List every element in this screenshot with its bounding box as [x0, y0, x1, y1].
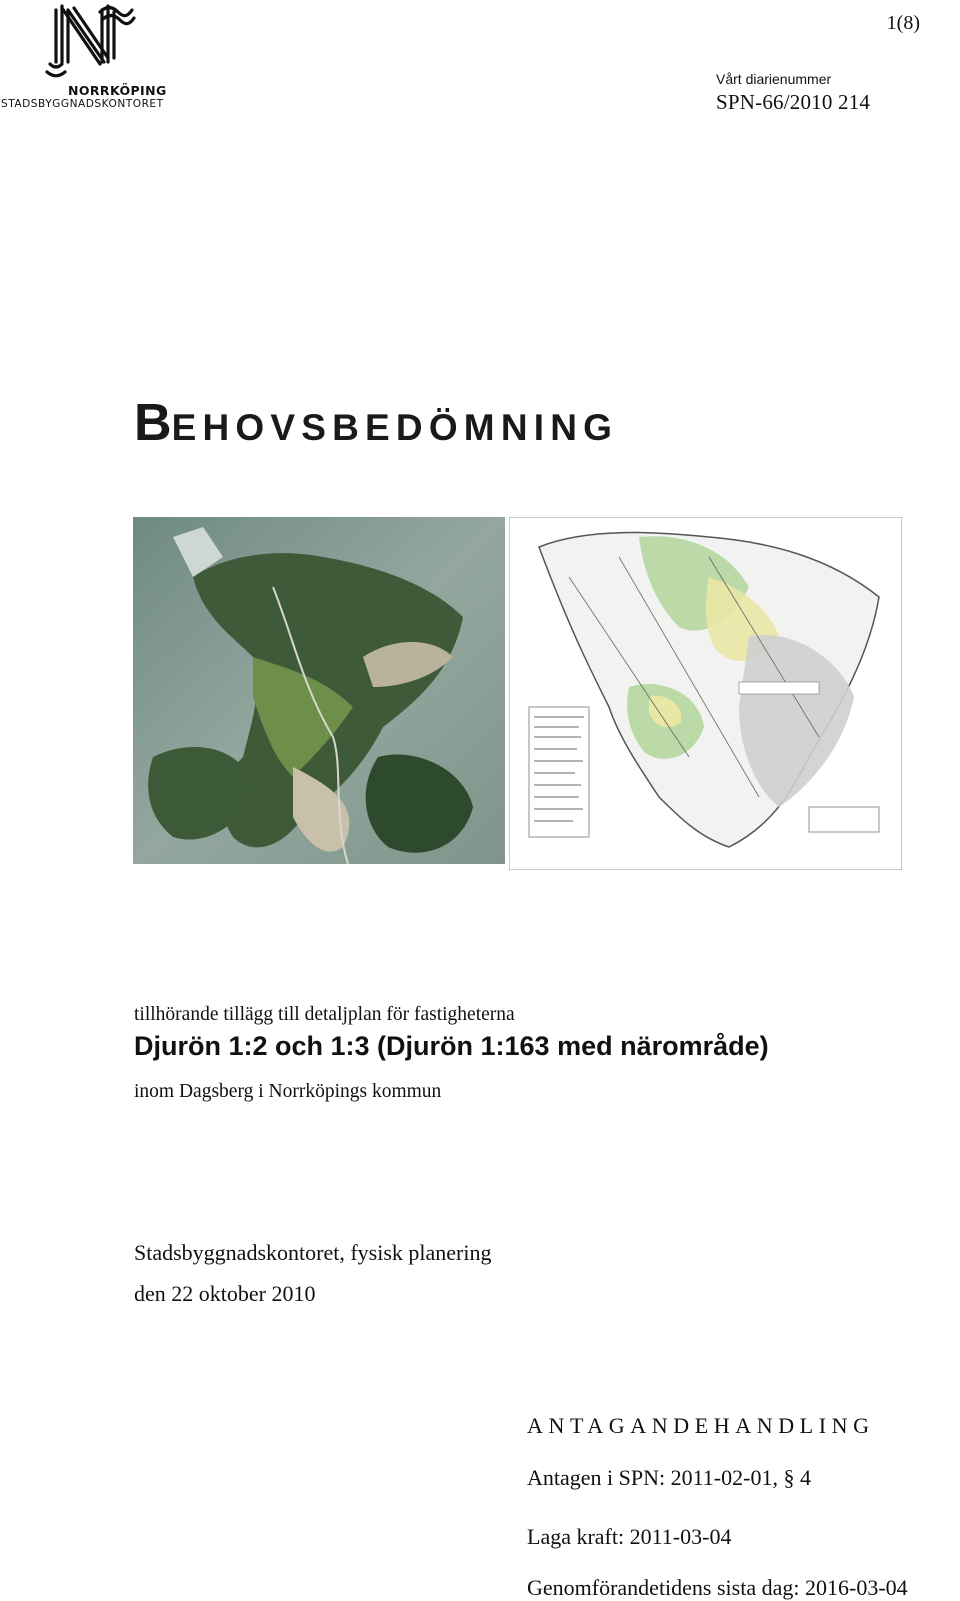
- title-rest: EHOVSBEDÖMNING: [171, 407, 619, 448]
- title-initial: B: [134, 394, 172, 452]
- logo-department: STADSBYGGNADSKONTORET: [1, 98, 164, 110]
- adopted-date: Antagen i SPN: 2011-02-01, § 4: [527, 1465, 811, 1490]
- issue-date: den 22 oktober 2010: [134, 1281, 316, 1306]
- plan-location: inom Dagsberg i Norrköpings kommun: [134, 1081, 442, 1102]
- issuing-office: Stadsbyggnadskontoret, fysisk planering: [134, 1240, 492, 1265]
- diary-label: Vårt diarienummer: [716, 71, 832, 87]
- detailed-plan-map-image: [509, 517, 902, 870]
- diary-number: SPN-66/2010 214: [716, 90, 871, 114]
- plan-heading: Djurön 1:2 och 1:3 (Djurön 1:163 med närområde): [134, 1031, 769, 1061]
- logo-wordmark: NORRKÖPING: [68, 83, 167, 98]
- plan-subtitle: tillhörande tillägg till detaljplan för fastigheterna: [134, 1004, 515, 1025]
- legal-force-date: Laga kraft: 2011-03-04: [527, 1524, 732, 1549]
- implementation-end-date: Genomförandetidens sista dag: 2016-03-04: [527, 1575, 908, 1600]
- aerial-photo-image: [133, 517, 505, 864]
- document-status: ANTAGANDEHANDLING: [527, 1413, 875, 1438]
- page-number: 1(8): [886, 12, 920, 34]
- norrkoping-n-logo-icon: [44, 2, 136, 78]
- norrkoping-logo: [0, 2, 185, 114]
- document-title: [134, 393, 618, 453]
